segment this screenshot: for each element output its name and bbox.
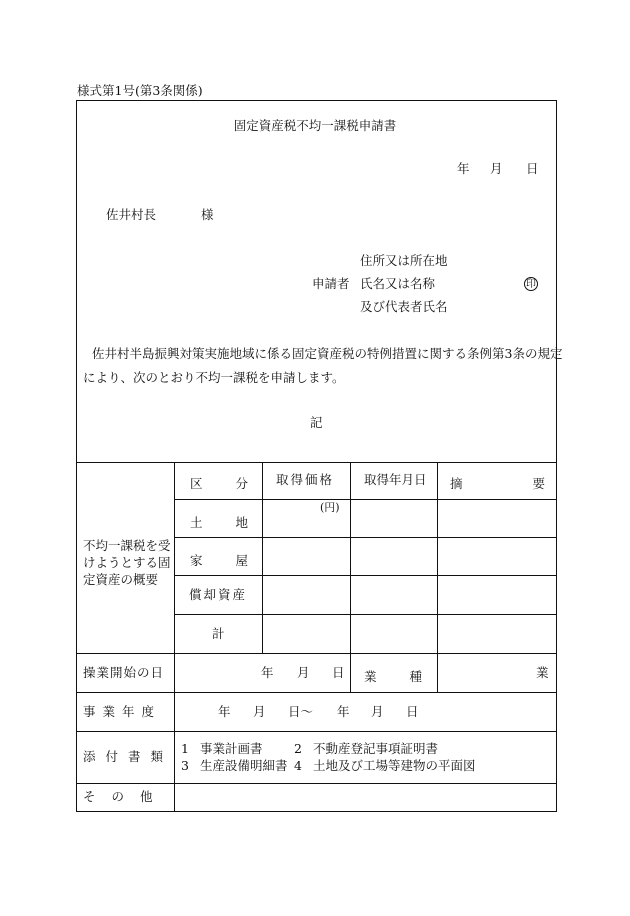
row-house: 家 屋 xyxy=(190,553,248,568)
attachment-2-name: 不動産登記事項証明書 xyxy=(313,741,439,756)
ki-marker: 記 xyxy=(310,415,323,430)
operation-day: 日 xyxy=(332,665,345,680)
date-month: 月 xyxy=(490,161,503,176)
form-number: 様式第1号(第3条関係) xyxy=(77,83,203,98)
attachment-4-num: 4 xyxy=(294,758,302,773)
header-category: 区 分 xyxy=(190,476,248,491)
row-total: 計 xyxy=(212,626,225,641)
addressee-honorific: 様 xyxy=(201,207,214,222)
body-line-2: により、次のとおり不均一課税を申請します。 xyxy=(83,370,345,385)
attachments-label: 添付書類 xyxy=(83,749,174,764)
attachment-3-num: 3 xyxy=(181,758,189,773)
industry-label: 業 種 xyxy=(364,669,422,684)
row-depreciable-assets: 償却資産 xyxy=(189,587,248,602)
header-acquisition-date: 取得年月日 xyxy=(364,472,427,487)
overview-label-3: 定資産の概要 xyxy=(83,572,159,587)
form-title: 固定資産税不均一課税申請書 xyxy=(233,118,397,133)
attachment-3-name: 生産設備明細書 xyxy=(200,758,288,773)
attachment-2-num: 2 xyxy=(294,741,302,756)
fiscal-start-month: 月 xyxy=(253,704,266,719)
header-remarks: 摘 要 xyxy=(450,476,545,491)
header-acquisition-price: 取得価格 xyxy=(276,472,335,487)
attachment-4-name: 土地及び工場等建物の平面図 xyxy=(313,758,476,773)
fiscal-end-year: 年 xyxy=(337,704,350,719)
industry-suffix: 業 xyxy=(536,665,549,680)
fiscal-year-label: 事業年度 xyxy=(83,704,162,719)
operation-year: 年 xyxy=(261,665,274,680)
other-label: その他 xyxy=(83,789,169,804)
date-year: 年 xyxy=(457,161,470,176)
applicant-address-label: 住所又は所在地 xyxy=(360,253,448,268)
addressee-name: 佐井村長 xyxy=(106,207,157,222)
date-day: 日 xyxy=(526,161,539,176)
fiscal-end-month: 月 xyxy=(371,704,384,719)
row-land: 土 地 xyxy=(190,515,248,530)
applicant-name-label: 氏名又は名称 xyxy=(360,276,436,291)
operation-start-label: 操業開始の日 xyxy=(83,665,165,680)
applicant-label: 申請者 xyxy=(312,276,350,291)
yen-unit: (円) xyxy=(320,501,340,514)
applicant-rep-label: 及び代表者氏名 xyxy=(360,299,448,314)
fiscal-start-year: 年 xyxy=(218,704,231,719)
attachment-1-name: 事業計画書 xyxy=(200,741,263,756)
operation-month: 月 xyxy=(297,665,310,680)
overview-label-1: 不均一課税を受 xyxy=(83,538,171,553)
seal-mark: 印 xyxy=(526,279,536,290)
overview-label-2: けようとする固 xyxy=(83,555,171,570)
body-line-1: 佐井村半島振興対策実施地域に係る固定資産税の特例措置に関する条例第3条の規定 xyxy=(92,346,563,361)
fiscal-end-day: 日 xyxy=(406,704,419,719)
attachment-1-num: 1 xyxy=(181,741,189,756)
fiscal-start-day: 日〜 xyxy=(288,704,314,719)
